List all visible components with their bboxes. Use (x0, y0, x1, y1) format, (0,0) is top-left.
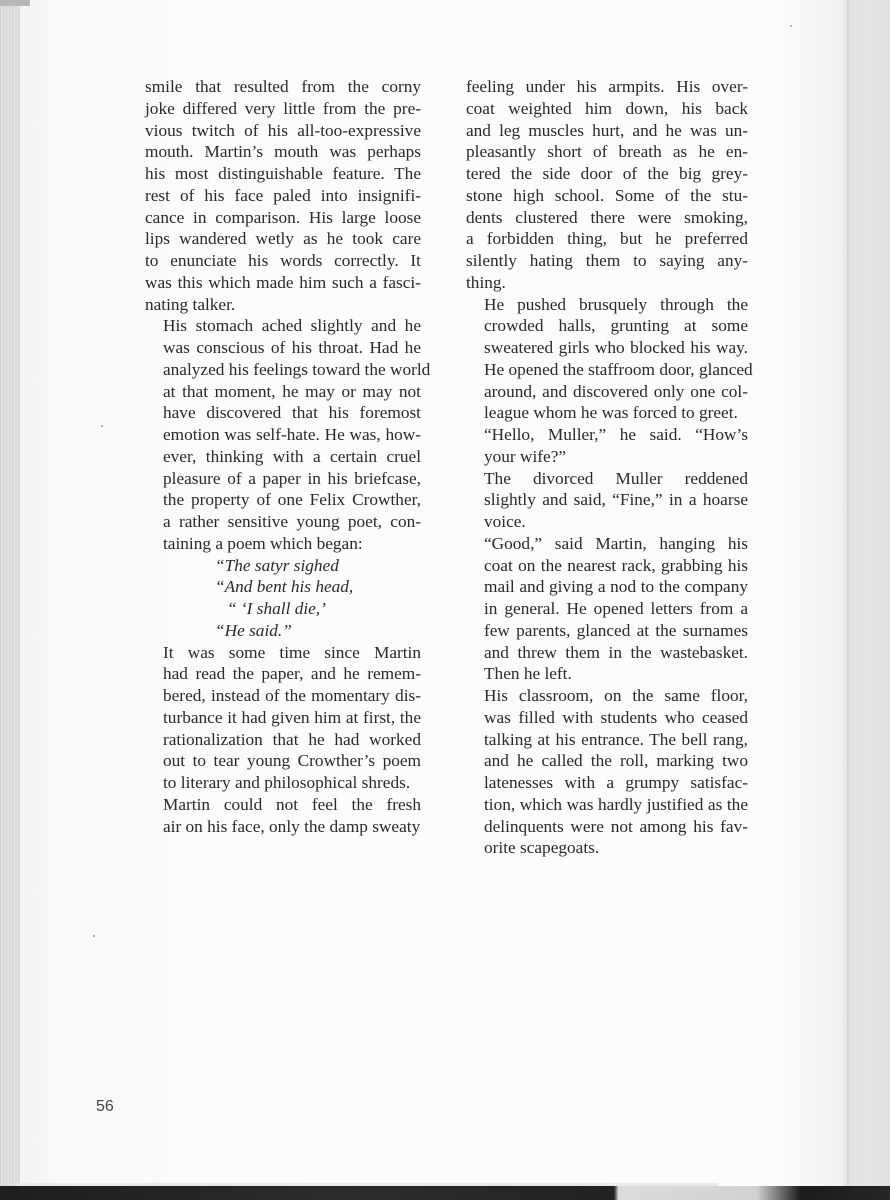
page-number: 56 (96, 1098, 114, 1115)
text-line: turbance it had given him at first, the (163, 707, 421, 727)
text-line: was this which made him such a fasci- (145, 272, 421, 292)
text-line: Then he left. (484, 664, 572, 684)
text-line: a forbidden thing, but he preferred (466, 229, 748, 249)
text-line: rest of his face paled into insignifi- (145, 185, 421, 205)
text-line: coat on the nearest rack, grabbing his (484, 555, 748, 575)
text-line: thing. (466, 272, 506, 292)
text-line: few parents, glanced at the surnames (484, 620, 748, 640)
text-line: to literary and philosophical shreds. (163, 773, 411, 792)
text-line: His stomach ached slightly and he (163, 316, 421, 336)
text-line: cance in comparison. His large loose (145, 207, 421, 227)
text-line: vious twitch of his all-too-expressive (145, 120, 421, 140)
text-line: pleasantly short of breath as he en- (466, 142, 748, 162)
text-line: have discovered that his foremost (163, 403, 421, 423)
text-line: “Hello, Muller,” he said. “How’s (484, 425, 748, 444)
text-line: “Good,” said Martin, hanging his (484, 533, 748, 553)
text-line: ever, thinking with a certain cruel (163, 446, 421, 466)
text-line: His classroom, on the same floor, (484, 686, 748, 705)
text-line: around, and discovered only one col- (484, 381, 748, 401)
text-line: a rather sensitive young poet, con- (163, 512, 421, 531)
text-line: analyzed his feelings toward the world (163, 359, 431, 379)
poem-line: “ ‘I shall die,’ (227, 599, 326, 618)
text-line: latenesses with a grumpy satisfac- (484, 773, 748, 792)
book-spine-edge (0, 0, 20, 1200)
text-line: out to tear young Crowther’s poem (163, 751, 421, 771)
text-line: Martin could not feel the fresh (163, 794, 421, 814)
paper-speck (93, 935, 95, 937)
paragraph (145, 315, 431, 554)
paragraph (466, 294, 753, 425)
text-line: the property of one Felix Crowther, (163, 490, 421, 510)
text-line: delinquents were not among his fav- (484, 816, 748, 836)
paper-speck (101, 425, 103, 427)
paper-speck (790, 25, 792, 27)
text-line: in general. He opened letters from a (484, 599, 748, 618)
text-line: league whom he was forced to greet. (484, 403, 738, 423)
text-line: nating talker. (145, 294, 236, 314)
text-line: voice. (484, 512, 526, 531)
text-line: bered, instead of the momentary dis- (163, 686, 421, 705)
text-line: He pushed brusquely through the (484, 294, 748, 314)
right-text-column (466, 76, 753, 859)
text-line: emotion was self-hate. He was, how- (163, 425, 421, 444)
text-line: joke differed very little from the pre- (145, 98, 421, 118)
text-line: to enunciate his words correctly. It (145, 251, 421, 270)
text-line: stone high school. Some of the stu- (466, 185, 748, 205)
text-line: and threw them in the wastebasket. (484, 642, 748, 662)
text-line: had read the paper, and he remem- (163, 664, 421, 684)
paragraph (145, 794, 421, 838)
text-line: lips wandered wetly as he took care (145, 229, 421, 249)
text-line: was conscious of his throat. Had he (163, 338, 421, 357)
text-line: sweatered girls who blocked his way. (484, 338, 748, 357)
paragraph (466, 76, 748, 294)
left-text-column (145, 76, 431, 837)
paragraph (466, 533, 748, 685)
text-line: dents clustered there were smoking, (466, 207, 748, 227)
text-line: crowded halls, grunting at some (484, 316, 748, 336)
paragraph (145, 642, 421, 794)
scanner-bed-strip (0, 1186, 890, 1200)
text-line: and leg muscles hurt, and he was un- (466, 120, 748, 140)
text-line: He opened the staffroom door, glanced (484, 359, 753, 379)
paragraph (145, 76, 421, 315)
text-line: tered the side door of the big grey- (466, 164, 748, 183)
facing-page-edge (847, 0, 890, 1200)
text-line: silently hating them to saying any- (466, 251, 748, 270)
text-line: It was some time since Martin (163, 642, 421, 662)
poem-line: “The satyr sighed (215, 555, 339, 575)
poem-line: “And bent his head, (215, 577, 354, 597)
text-line: mail and giving a nod to the company (484, 577, 748, 597)
text-line: coat weighted him down, his back (466, 98, 748, 118)
binding-mark (0, 0, 30, 6)
text-line: mouth. Martin’s mouth was perhaps (145, 142, 421, 162)
poem-quote (145, 555, 421, 642)
text-line: taining a poem which began: (163, 533, 363, 553)
text-line: and he called the roll, marking two (484, 751, 748, 771)
poem-line: “He said.” (215, 620, 292, 640)
text-line: slightly and said, “Fine,” in a hoarse (484, 490, 748, 510)
paragraph (466, 685, 748, 859)
text-line: feeling under his armpits. His over- (466, 77, 748, 96)
text-line: smile that resulted from the corny (145, 77, 421, 96)
text-line: orite scapegoats. (484, 838, 600, 858)
text-line: pleasure of a paper in his briefcase, (163, 468, 421, 488)
text-line: was filled with students who ceased (484, 707, 748, 727)
text-line: air on his face, only the damp sweaty (163, 816, 421, 836)
text-line: tion, which was hardly justified as the (484, 794, 748, 814)
text-line: rationalization that he had worked (163, 729, 421, 749)
text-line: talking at his entrance. The bell rang, (484, 729, 748, 749)
text-line: at that moment, he may or may not (163, 381, 421, 401)
paragraph (466, 424, 748, 468)
text-line: your wife?” (484, 446, 567, 466)
text-line: his most distinguishable feature. The (145, 164, 421, 183)
text-line: The divorced Muller reddened (484, 468, 748, 488)
paragraph (466, 468, 748, 533)
